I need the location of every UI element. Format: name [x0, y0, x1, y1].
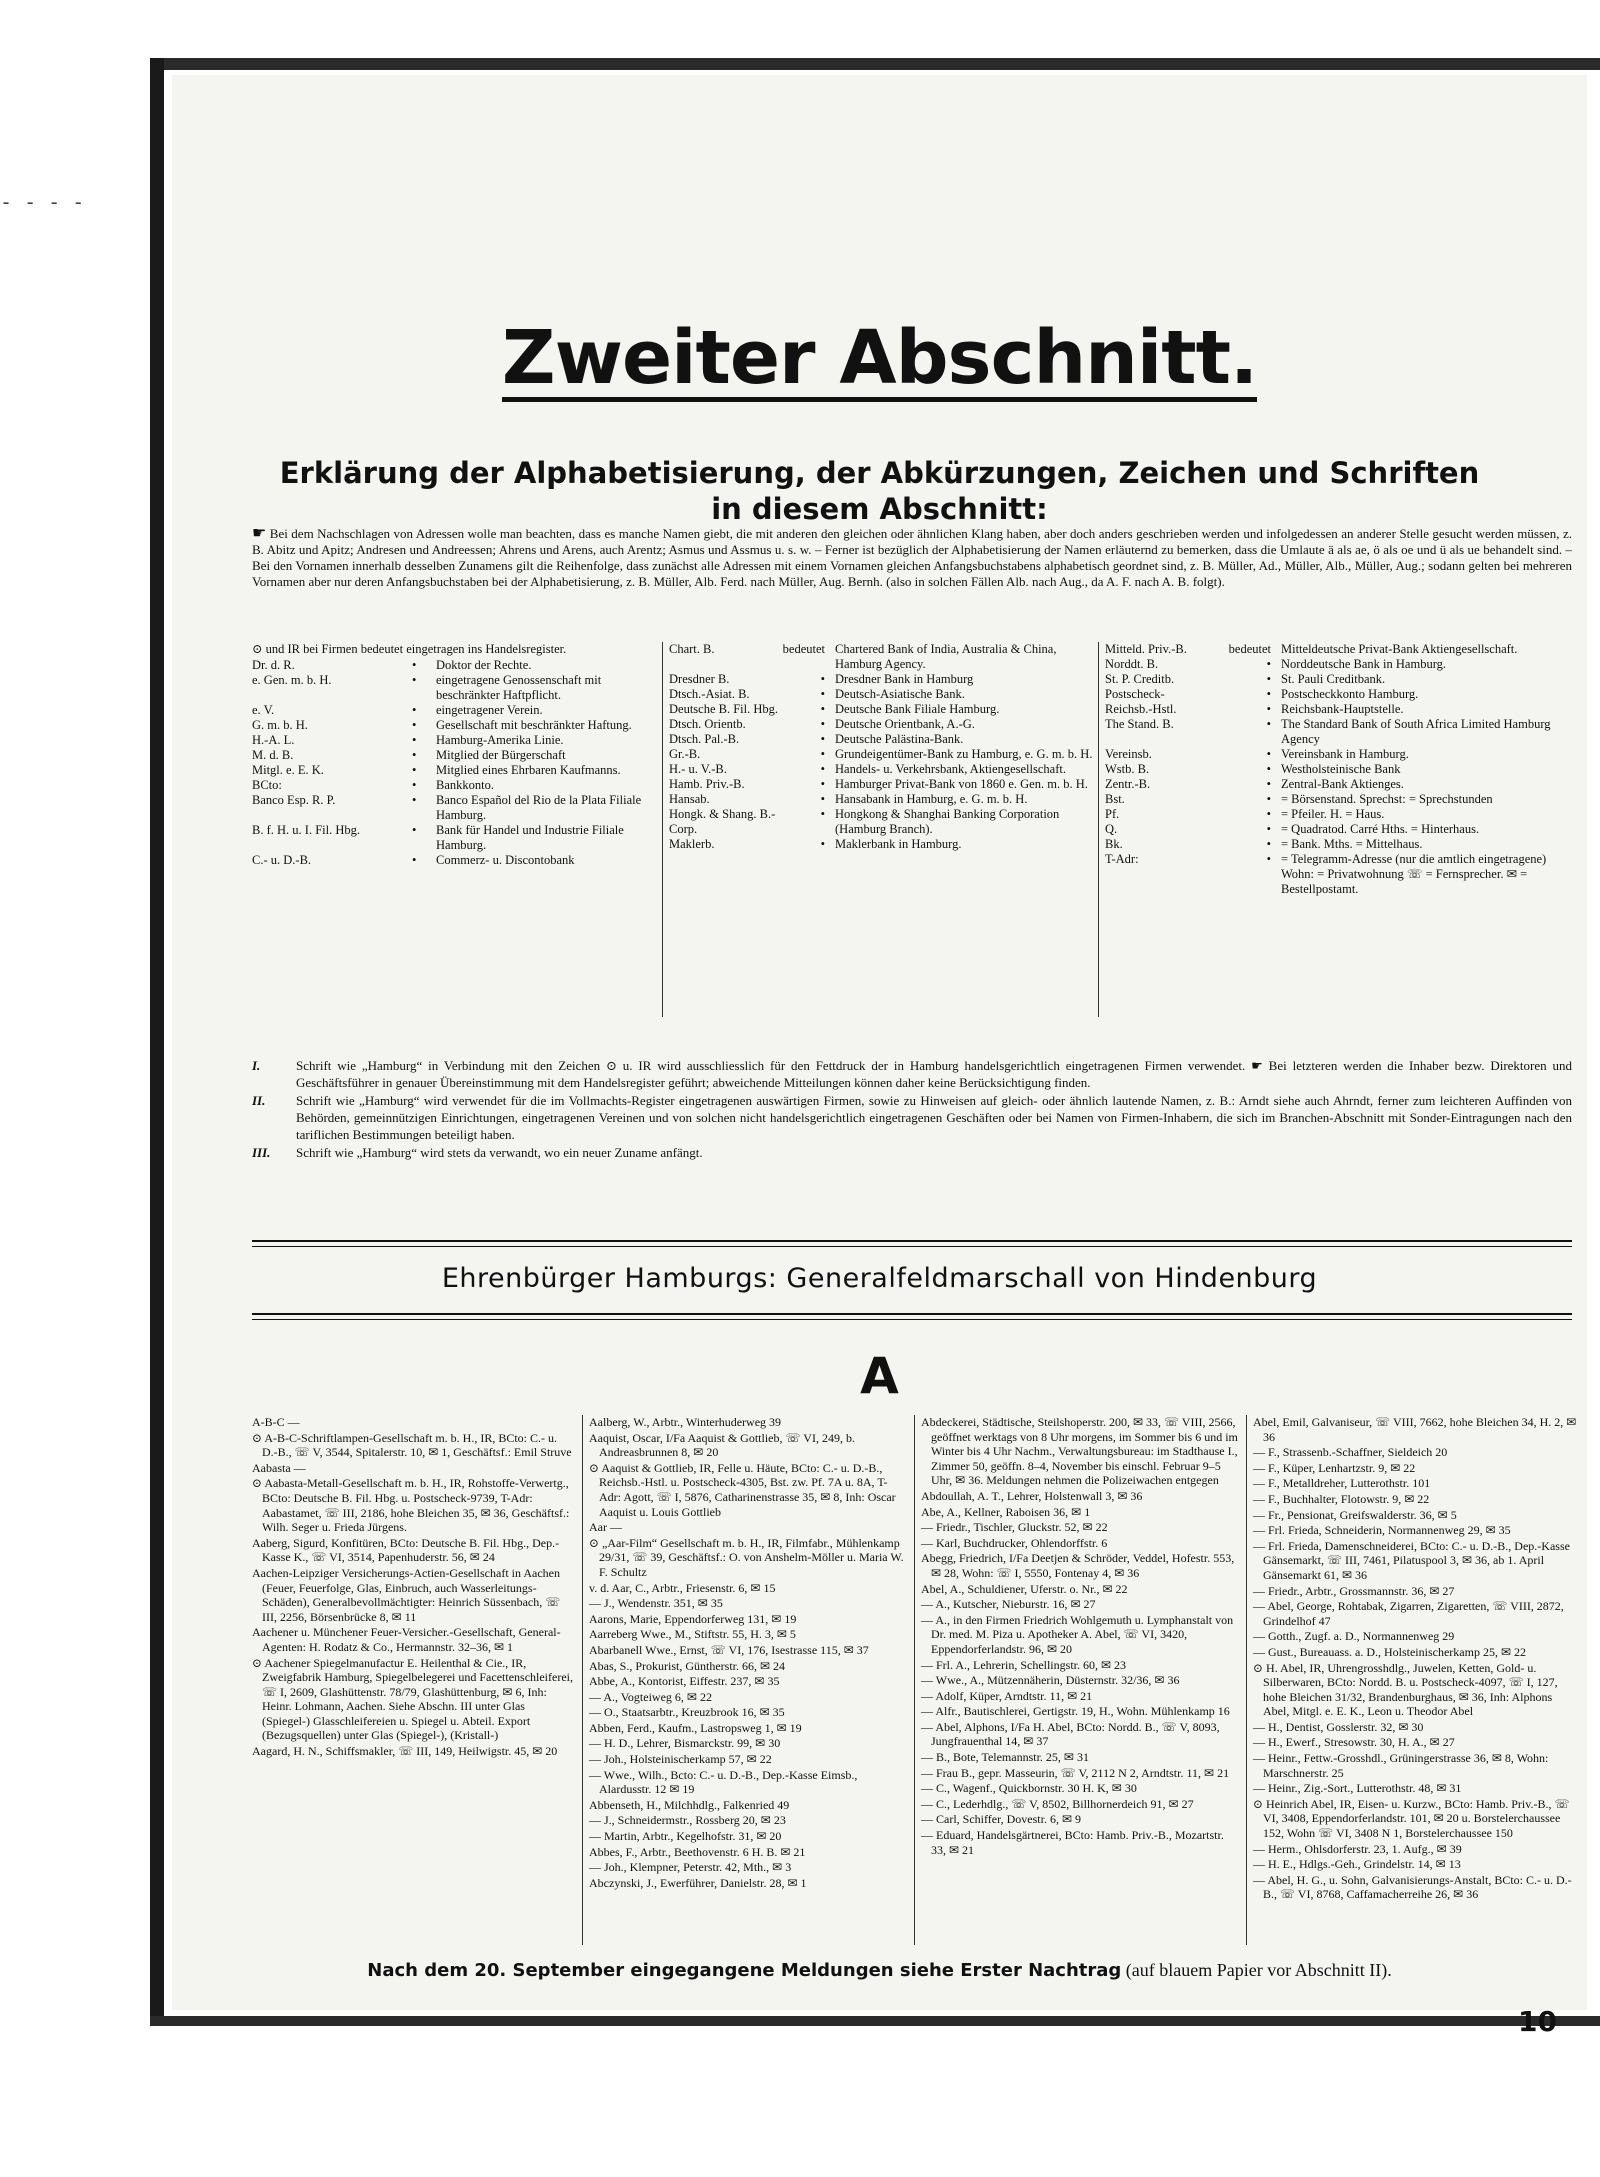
abbreviation-key: Pf. — [1105, 807, 1120, 821]
abbreviation-key: Dresdner B. — [669, 672, 730, 686]
directory-entry: — Frl. A., Lehrerin, Schellingstr. 60, ✉ 23 — [921, 1657, 1127, 1672]
directory-entry: — Abel, H. G., u. Sohn, Galvanisierungs-Anstalt, BCto: C.- u. D.-B., ☏ VI, 8768, Caffamacherreihe 26, ✉ 36 — [1253, 1872, 1572, 1902]
margin-dash-marks: - - - - — [0, 190, 85, 214]
abbreviation-row — [669, 732, 1095, 747]
abbreviation-row — [669, 777, 1095, 792]
abbreviation-row — [1105, 852, 1579, 897]
abbreviation-key: Zentr.-B. — [1105, 777, 1151, 791]
directory-entry: — H., Ewerf., Stresowstr. 30, H. A., ✉ 27 — [1253, 1735, 1455, 1750]
directory-entry: Aaquist, Oscar, I/Fa Aaquist & Gottlieb, ☏ VI, 249, b. Andreasbrunnen 8, ✉ 20 — [589, 1430, 855, 1460]
directory-entry: ⊙ Aabasta-Metall-Gesellschaft m. b. H., IR, Rohstoffe-Verwertg., BCto: Deutsche B. Fil. Hbg. u. Postscheck-9739, T-Adr: Aabastamet, ☏ III, 2186, hohe Bleichen 35, ✉ 36, Geschäftsf.: Wilh. Seger u. Frieda Jürgens. — [252, 1476, 570, 1535]
section-letter: A — [860, 1347, 899, 1405]
directory-entry: Aagard, H. N., Schiffsmakler, ☏ III, 149, Heilwigstr. 45, ✉ 20 — [252, 1744, 558, 1759]
subtitle-line-1: Erklärung der Alphabetisierung, der Abkürzungen, Zeichen und Schriften — [279, 456, 1480, 490]
abbreviation-row — [252, 748, 655, 763]
abbreviation-sep: • — [412, 673, 417, 687]
directory-entry: — Wwe., Wilh., Bcto: C.- u. D.-B., Dep.-Kasse Eimsb., Alardusstr. 12 ✉ 19 — [589, 1767, 858, 1797]
abbreviation-row — [252, 763, 655, 778]
directory-entry: ⊙ Aaquist & Gottlieb, IR, Felle u. Häute, BCto: C.- u. D.-B., Reichsb.-Hstl. u. Postscheck-4305, Bst. zw. Pf. 7A u. 8A, T-Adr: Agott, ☏ I, 5876, Catharinenstrasse 35, ✉ 8, Inh: Oscar Aaquist u. Louis Gottlieb — [589, 1460, 896, 1519]
abbreviation-sep: • — [412, 778, 417, 792]
abbreviation-row — [1105, 837, 1579, 852]
abbreviation-sep: • — [412, 718, 417, 732]
abbreviation-row — [252, 793, 655, 823]
abbreviation-key: B. f. H. u. I. Fil. Hbg. — [252, 823, 360, 837]
abbreviation-value: Deutsche Bank Filiale Hamburg. — [835, 702, 1000, 716]
abbreviation-value: Gesellschaft mit beschränkter Haftung. — [436, 718, 632, 732]
directory-entry: — A., Vogteiweg 6, ✉ 22 — [589, 1689, 712, 1704]
abbreviation-sep: • — [820, 837, 825, 851]
intro-paragraph — [252, 525, 1572, 590]
abbreviation-value: eingetragener Verein. — [436, 703, 543, 717]
scan-bottom-border — [150, 2016, 1600, 2026]
abbreviation-row — [669, 642, 1095, 672]
directory-entry: — F., Strassenb.-Schaffner, Sieldeich 20 — [1253, 1445, 1448, 1460]
abbreviation-sep: • — [412, 763, 417, 777]
abbreviation-row — [1105, 777, 1579, 792]
abbreviations-column-1 — [252, 658, 655, 1017]
abbreviation-sep: • — [1266, 702, 1271, 716]
directory-entry: — Martin, Arbtr., Kegelhofstr. 31, ✉ 20 — [589, 1829, 782, 1844]
directory-entry: — C., Wagenf., Quickbornstr. 30 H. K, ✉ 30 — [921, 1781, 1137, 1796]
directory-entry: Abel, A., Schuldiener, Uferstr. o. Nr., ✉ 22 — [921, 1581, 1128, 1596]
directory-entry: — Alfr., Bautischlerei, Gertigstr. 19, H., Wohn. Mühlenkamp 16 — [921, 1704, 1230, 1719]
rule-text: Schrift wie „Hamburg“ wird stets da verwandt, wo ein neuer Zuname anfängt. — [296, 1145, 703, 1160]
abbreviation-row — [1105, 762, 1579, 777]
abbreviation-value: St. Pauli Creditbank. — [1281, 672, 1386, 686]
directory-entry: — H. D., Lehrer, Bismarckstr. 99, ✉ 30 — [589, 1736, 781, 1751]
abbreviation-key: H.- u. V.-B. — [669, 762, 727, 776]
directory-entry: Aaberg, Sigurd, Konfitüren, BCto: Deutsche B. Fil. Hbg., Dep.-Kasse K., ☏ VI, 3514, Papenhuderstr. 56, ✉ 24 — [252, 1535, 560, 1565]
abbreviation-row — [252, 703, 655, 718]
directory-entry: ⊙ Aachener Spiegelmanufactur E. Heilenthal & Cie., IR, Zweigfabrik Hamburg, Spiegelbelegerei und Facettenschleiferei, ☏ I, 2609, Glashüttenstr. 78/79, Glashüttenburg, ✉ 6, Inh: Heinr. Lohmann, Aachen. Siehe Abschn. III unter Glas (Spiegel-) Glasschleifereien u. Spiegel u. Abteil. Export (Bezugsquellen) unter Glas (Spiegel-), (Kristall-) — [252, 1655, 573, 1743]
footer-normal-text: (auf blauem Papier vor Abschnitt II). — [1125, 1960, 1392, 1980]
abbreviation-key: Deutsche B. Fil. Hbg. — [669, 702, 779, 716]
abbreviation-key: Norddt. B. — [1105, 657, 1159, 671]
page-number: 10 — [1518, 2005, 1557, 2038]
abbreviation-row — [669, 687, 1095, 702]
directory-entry: Abas, S., Prokurist, Güntherstr. 66, ✉ 24 — [589, 1658, 786, 1673]
directory-entry: Aachen-Leipziger Versicherungs-Actien-Gesellschaft in Aachen (Feuer, Feuerfolge, Glas, Einbruch, auch Wasserleitungs-Schäden), Generalbevollmächtigter: Heinrich Süssenbach, ☏ III, 2256, Börsenbrücke 8, ✉ 11 — [252, 1565, 561, 1624]
directory-entry: Aar — — [589, 1520, 622, 1535]
abbreviation-key: Mitteld. Priv.-B. — [1105, 642, 1187, 656]
footer-bold-text: Nach dem 20. September eingegangene Meldungen siehe Erster Nachtrag — [367, 1960, 1122, 1981]
abbreviation-row — [1105, 747, 1579, 762]
rule-text: Schrift wie „Hamburg“ in Verbindung mit den Zeichen ⊙ u. IR wird ausschliesslich für den Fettdruck der in Hamburg handelsgerichtlich eingetragenen Firmen verwendet. ☛ Bei letzteren werden die Inhaber bezw. Direktoren und Geschäftsführer in genauer Übereinstimmung mit dem Handelsregister geführt; abweichende Mitteilungen können daher keine Berücksichtigung finden. — [296, 1058, 1572, 1090]
abbreviation-key: Dtsch. Orientb. — [669, 717, 746, 731]
directory-entry: — Gotth., Zugf. a. D., Normannenweg 29 — [1253, 1629, 1455, 1644]
abbreviation-row — [669, 672, 1095, 687]
directory-entry: Aarreberg Wwe., M., Stiftstr. 55, H. 3, ✉ 5 — [589, 1627, 796, 1642]
abbreviation-sep: • — [1266, 837, 1271, 851]
abbreviation-key: Bst. — [1105, 792, 1125, 806]
abbreviation-value: Commerz- u. Discontobank — [436, 853, 575, 867]
scan-left-border — [150, 58, 164, 2026]
directory-entry: ⊙ H. Abel, IR, Uhrengrosshdlg., Juwelen, Ketten, Gold- u. Silberwaren, BCto: Nordd. B. u. Postscheck-4097, ☏ I, 127, hohe Bleichen 31/32, Brandenburghaus, ✉ 36, Inh: Alphons Abel, Mitgl. e. E. K., Leon u. Theodor Abel — [1253, 1660, 1558, 1719]
directory-entry: — Herm., Ohlsdorferstr. 23, 1. Aufg., ✉ 39 — [1253, 1841, 1462, 1856]
directory-entry: — F., Küper, Lenhartzstr. 9, ✉ 22 — [1253, 1460, 1416, 1475]
abbreviation-value: Grundeigentümer-Bank zu Hamburg, e. G. m. b. H. — [835, 747, 1093, 761]
page-title — [172, 315, 1587, 402]
abbreviation-value: Zentral-Bank Aktienges. — [1281, 777, 1404, 791]
subtitle-line-2: in diesem Abschnitt: — [711, 492, 1048, 526]
directory-entry: Abczynski, J., Ewerführer, Danielstr. 28, ✉ 1 — [589, 1875, 807, 1890]
directory-column-1 — [252, 1415, 574, 1945]
abbreviation-value: Hongkong & Shanghai Banking Corporation (Hamburg Branch). — [835, 807, 1060, 836]
abbreviation-value: Bankkonto. — [436, 778, 494, 792]
abbreviation-sep: • — [1266, 762, 1271, 776]
directory-entry: — F., Metalldreher, Lutterothstr. 101 — [1253, 1476, 1431, 1491]
directory-entry: — Eduard, Handelsgärtnerei, BCto: Hamb. Priv.-B., Mozartstr. 33, ✉ 21 — [921, 1828, 1224, 1857]
abbreviation-value: Mitglied eines Ehrbaren Kaufmanns. — [436, 763, 621, 777]
abbreviation-sep: bedeutet — [1228, 642, 1271, 656]
abbreviation-sep: • — [1266, 852, 1271, 866]
directory-column-3 — [914, 1415, 1241, 1945]
register-note: ⊙ und IR bei Firmen bedeutet eingetragen ins Handelsregister. — [252, 642, 567, 656]
directory-entry: — A., in den Firmen Friedrich Wohlgemuth u. Lymphanstalt von Dr. med. M. Piza u. Apotheker A. Abel, ☏ VI, 3420, Eppendorferlandstr. 96, ✉ 20 — [921, 1612, 1234, 1656]
divider-line-thin — [252, 1319, 1572, 1320]
divider-double — [252, 1240, 1572, 1247]
directory-entry: — Friedr., Tischler, Gluckstr. 52, ✉ 22 — [921, 1520, 1108, 1535]
directory-entry: — Wwe., A., Mützennäherin, Düsternstr. 32/36, ✉ 36 — [921, 1673, 1180, 1688]
abbreviation-key: BCto: — [252, 778, 282, 792]
abbreviation-sep: • — [412, 793, 417, 807]
directory-entry: — F., Buchhalter, Flotowstr. 9, ✉ 22 — [1253, 1491, 1430, 1506]
abbreviation-sep: • — [820, 687, 825, 701]
directory-entry: Abben, Ferd., Kaufm., Lastropsweg 1, ✉ 19 — [589, 1720, 802, 1735]
abbreviation-sep: • — [1266, 807, 1271, 821]
abbreviation-row — [1105, 657, 1579, 672]
directory-entry: — B., Bote, Telemannstr. 25, ✉ 31 — [921, 1750, 1089, 1765]
abbreviation-key: Wstb. B. — [1105, 762, 1150, 776]
abbreviation-value: Chartered Bank of India, Australia & China, Hamburg Agency. — [835, 642, 1057, 671]
abbreviation-row — [252, 823, 655, 853]
directory-entry: — Heinr., Fettw.-Grosshdl., Grüningerstrasse 36, ✉ 8, Wohn: Marschnerstr. 25 — [1253, 1751, 1549, 1780]
directory-entry: Abel, Emil, Galvaniseur, ☏ VIII, 7662, hohe Bleichen 34, H. 2, ✉ 36 — [1253, 1415, 1577, 1444]
typeface-rule — [252, 1057, 1572, 1091]
directory-entry: — H. E., Hdlgs.-Geh., Grindelstr. 14, ✉ 13 — [1253, 1857, 1461, 1872]
typeface-rules — [252, 1057, 1572, 1162]
directory-entry: — J., Schneidermstr., Rossberg 20, ✉ 23 — [589, 1813, 786, 1828]
abbreviation-value: Dresdner Bank in Hamburg — [835, 672, 974, 686]
intro-text: Bei dem Nachschlagen von Adressen wolle man beachten, dass es manche Namen giebt, die mit anderen den gleichen oder ähnlichen Klang haben, aber doch anders geschrieben werden und infolgedessen an anderer Stelle gesucht werden müssen, z. B. Abitz und Apitz; Andresen und Andreessen; Ahrens und Arens, auch Arentz; Asmus und Assmus u. s. w. – Ferner ist bezüglich der Alphabetisierung der Namen erläuternd zu bemerken, dass die Umlaute ä als ae, ö als oe und ü als ue behandelt sind. – Bei den Vornamen innerhalb desselben Zunamens gilt die Reihenfolge, dass zunächst alle Adressen mit einem Vornamen gleichen Anfangsbuchstabens alphabetisch geordnet sind, z. B. Müller, Ad., Müller, Alb., Müller, Aug.; sodann gelten bei mehreren Vornamen aber nur deren Anfangsbuchstaben bei der Alphabetisierung, z. B. Müller, Alb. Ferd. nach Müller, Aug. Bernh. (also in solchen Fällen Alb. nach Aug., da A. F. nach A. B. folgt). — [252, 526, 1573, 589]
abbreviation-sep: • — [412, 733, 417, 747]
directory-entry: — Abel, Alphons, I/Fa H. Abel, BCto: Nordd. B., ☏ V, 8093, Jungfrauenthal 14, ✉ 37 — [921, 1719, 1220, 1749]
abbreviation-value: Hansabank in Hamburg, e. G. m. b. H. — [835, 792, 1028, 806]
directory-entry: — O., Staatsarbtr., Kreuzbrook 16, ✉ 35 — [589, 1705, 785, 1720]
abbreviation-sep: • — [1266, 822, 1271, 836]
directory-listing — [252, 1415, 1577, 1945]
abbreviation-value: Handels- u. Verkehrsbank, Aktiengesellschaft. — [835, 762, 1066, 776]
directory-entry: — Friedr., Arbtr., Grossmannstr. 36, ✉ 27 — [1253, 1583, 1455, 1598]
abbreviation-row — [1105, 717, 1579, 747]
directory-entry: — Joh., Holsteinischerkamp 57, ✉ 22 — [589, 1752, 772, 1767]
section-subtitle — [172, 455, 1587, 527]
footer-note — [172, 1960, 1587, 1981]
abbreviation-sep: • — [412, 853, 417, 867]
directory-entry: ⊙ A-B-C-Schriftlampen-Gesellschaft m. b. H., IR, BCto: C.- u. D.-B., ☏ V, 3544, Spitalerstr. 10, ✉ 1, Geschäftsf.: Emil Struve — [252, 1430, 572, 1460]
abbreviation-key: Q. — [1105, 822, 1118, 836]
abbreviation-value: Deutsche Palästina-Bank. — [835, 732, 964, 746]
abbreviation-row — [669, 747, 1095, 762]
abbreviation-key: Dtsch. Pal.-B. — [669, 732, 740, 746]
directory-entry: Aalberg, W., Arbtr., Winterhuderweg 39 — [589, 1415, 782, 1429]
abbreviation-key: Reichsb.-Hstl. — [1105, 702, 1177, 716]
abbreviation-key: Hamb. Priv.-B. — [669, 777, 745, 791]
typeface-rule — [252, 1144, 1572, 1161]
abbreviation-key: C.- u. D.-B. — [252, 853, 312, 867]
abbreviations-table — [252, 642, 1572, 1017]
abbreviation-key: Mitgl. e. E. K. — [252, 763, 324, 777]
abbreviation-sep: • — [820, 747, 825, 761]
abbreviation-row — [1105, 807, 1579, 822]
directory-column-4 — [1246, 1415, 1579, 1945]
directory-entry: — Karl, Buchdrucker, Ohlendorffstr. 6 — [921, 1535, 1108, 1550]
abbreviation-sep: • — [820, 717, 825, 731]
directory-entry: Aabasta — — [252, 1460, 306, 1475]
abbreviation-key: e. Gen. m. b. H. — [252, 673, 332, 687]
directory-entry: — Joh., Klempner, Peterstr. 42, Mth., ✉ 3 — [589, 1860, 792, 1875]
directory-entry: — Gust., Bureauass. a. D., Holsteinischerkamp 25, ✉ 22 — [1253, 1644, 1527, 1659]
abbreviation-row — [252, 853, 655, 868]
abbreviation-value: Deutsch-Asiatische Bank. — [835, 687, 965, 701]
abbreviation-value: = Quadratod. Carré Hths. = Hinterhaus. — [1281, 822, 1480, 836]
abbreviation-sep: bedeutet — [782, 642, 825, 656]
abbreviation-value: Deutsche Orientbank, A.-G. — [835, 717, 975, 731]
abbreviation-sep: • — [412, 703, 417, 717]
abbreviation-row — [252, 733, 655, 748]
page-title-text: Zweiter Abschnitt. — [501, 315, 1258, 401]
abbreviation-key: Chart. B. — [669, 642, 715, 656]
directory-entry: v. d. Aar, C., Arbtr., Friesenstr. 6, ✉ 15 — [589, 1580, 776, 1595]
abbreviation-value: Westholsteinische Bank — [1281, 762, 1401, 776]
abbreviation-row — [669, 837, 1095, 852]
directory-entry: Abe, A., Kellner, Raboisen 36, ✉ 1 — [921, 1504, 1091, 1519]
abbreviation-row — [1105, 702, 1579, 717]
abbreviation-key: Vereinsb. — [1105, 747, 1152, 761]
abbreviation-row — [1105, 642, 1579, 657]
abbreviation-row — [1105, 687, 1579, 702]
abbreviation-key: The Stand. B. — [1105, 717, 1174, 731]
abbreviation-key: Hongk. & Shang. B.-Corp. — [669, 807, 776, 836]
abbreviation-sep: • — [820, 732, 825, 746]
directory-entry: Abbes, F., Arbtr., Beethovenstr. 6 H. B. ✉ 21 — [589, 1844, 806, 1859]
abbreviation-row — [669, 762, 1095, 777]
directory-entry: ⊙ Heinrich Abel, IR, Eisen- u. Kurzw., BCto: Hamb. Priv.-B., ☏ VI, 3408, Eppendorferlandstr. 101, ✉ 20 u. Borstelerchaussee 152, Wohn ☏ VI, 3408 N 1, Borstelerchaussee 150 — [1253, 1796, 1570, 1841]
directory-entry: — C., Lederhdlg., ☏ V, 8502, Billhornerdeich 91, ✉ 27 — [921, 1796, 1194, 1811]
abbreviation-value: Mitglied der Bürgerschaft — [436, 748, 566, 762]
directory-entry: A-B-C — — [252, 1415, 300, 1429]
abbreviation-value: Mitteldeutsche Privat-Bank Aktiengesellschaft. — [1281, 642, 1518, 656]
abbreviation-row — [669, 807, 1095, 837]
directory-entry: Aachener u. Münchener Feuer-Versicher.-Gesellschaft, General-Agenten: H. Rodatz & Co., Hermannstr. 32–36, ✉ 1 — [252, 1625, 561, 1654]
abbreviation-row — [252, 673, 655, 703]
abbreviation-key: G. m. b. H. — [252, 718, 308, 732]
abbreviation-row — [669, 702, 1095, 717]
honorary-citizen-line: Ehrenbürger Hamburgs: Generalfeldmarschall von Hindenburg — [441, 1263, 1318, 1294]
directory-entry: Aarons, Marie, Eppendorferweg 131, ✉ 19 — [589, 1611, 797, 1626]
directory-entry: — Frau B., gepr. Masseurin, ☏ V, 2112 N 2, Arndtstr. 11, ✉ 21 — [921, 1765, 1230, 1780]
abbreviation-value: Postscheckkonto Hamburg. — [1281, 687, 1419, 701]
directory-column-2 — [582, 1415, 909, 1945]
abbreviation-sep: • — [1266, 747, 1271, 761]
scan-top-border — [150, 58, 1600, 70]
abbreviation-value: = Pfeiler. H. = Haus. — [1281, 807, 1385, 821]
abbreviation-sep: • — [1266, 687, 1271, 701]
abbreviation-sep: • — [820, 702, 825, 716]
abbreviation-row — [669, 717, 1095, 732]
abbreviation-value: Maklerbank in Hamburg. — [835, 837, 962, 851]
abbreviation-key: H.-A. L. — [252, 733, 295, 747]
directory-entry: — Frl. Frieda, Schneiderin, Normannenweg 29, ✉ 35 — [1253, 1523, 1511, 1538]
abbreviation-value: eingetragene Genossenschaft mit beschränkter Haftpflicht. — [436, 673, 602, 702]
abbreviation-row — [252, 658, 655, 673]
typeface-rule — [252, 1092, 1572, 1143]
abbreviation-key: e. V. — [252, 703, 275, 717]
abbreviation-key: Dtsch.-Asiat. B. — [669, 687, 750, 701]
abbreviation-sep: • — [1266, 792, 1271, 806]
directory-entry: Abegg, Friedrich, I/Fa Deetjen & Schröder, Veddel, Hofestr. 553, ✉ 28, Wohn: ☏ I, 5550, Fontenay 4, ✉ 36 — [921, 1551, 1235, 1580]
abbreviation-value: Norddeutsche Bank in Hamburg. — [1281, 657, 1447, 671]
rule-number: II. — [252, 1093, 266, 1108]
abbreviation-key: St. P. Creditb. — [1105, 672, 1175, 686]
abbreviation-sep: • — [820, 672, 825, 686]
abbreviation-value: = Bank. Mths. = Mittelhaus. — [1281, 837, 1423, 851]
abbreviation-value: Bank für Handel und Industrie Filiale Hamburg. — [436, 823, 624, 852]
abbreviation-sep: • — [1266, 672, 1271, 686]
abbreviation-key: Bk. — [1105, 837, 1123, 851]
abbreviation-key: Postscheck- — [1105, 687, 1165, 701]
abbreviation-sep: • — [412, 748, 417, 762]
directory-entry: — Abel, George, Rohtabak, Zigarren, Zigaretten, ☏ VIII, 2872, Grindelhof 47 — [1253, 1599, 1564, 1628]
abbreviations-column-3 — [1098, 642, 1579, 1017]
abbreviation-sep: • — [820, 792, 825, 806]
abbreviations-column-2 — [662, 642, 1095, 1017]
directory-entry: ⊙ „Aar-Film“ Gesellschaft m. b. H., IR, Filmfabr., Mühlenkamp 29/31, ☏ 39, Geschäftsf.: O. von Anshelm-Möller u. Maria W. F. Schultz — [589, 1535, 904, 1579]
directory-entry: — Heinr., Zig.-Sort., Lutterothstr. 48, ✉ 31 — [1253, 1781, 1462, 1796]
abbreviation-sep: • — [412, 823, 417, 837]
abbreviation-row — [252, 778, 655, 793]
abbreviation-key: Dr. d. R. — [252, 658, 295, 672]
abbreviation-value: Hamburger Privat-Bank von 1860 e. Gen. m. b. H. — [835, 777, 1088, 791]
directory-entry: Abbe, A., Kontorist, Eiffestr. 237, ✉ 35 — [589, 1674, 780, 1689]
abbreviation-sep: • — [820, 762, 825, 776]
abbreviation-sep: • — [412, 658, 417, 672]
directory-entry: — Fr., Pensionat, Greifswalderstr. 36, ✉ 5 — [1253, 1507, 1457, 1522]
abbreviation-value: = Börsenstand. Sprechst: = Sprechstunden — [1281, 792, 1493, 806]
directory-entry: — H., Dentist, Gosslerstr. 32, ✉ 30 — [1253, 1719, 1424, 1734]
abbreviation-key: T-Adr: — [1105, 852, 1139, 866]
abbreviation-value: Doktor der Rechte. — [436, 658, 532, 672]
rule-text: Schrift wie „Hamburg“ wird verwendet für die im Vollmachts-Register eingetragenen auswärtigen Firmen, sowie zu Hinweisen auf gleich- oder ähnlich lautende Namen, z. B.: Arndt siehe auch Ahrndt, ferner zum leichteren Auffinden von Behörden, gemeinnützigen Einrichtungen, eingetragenen Vereinen und von solchen nicht handelsgerichtlich eingetragenen Geschäften oder bei Namen von Firmen-Inhabern, die sich im Branchen-Abschnitt mit Sonder-Eintragungen nach den tariflichen Bestimmungen beteiligt haben. — [296, 1093, 1572, 1142]
abbreviation-row — [1105, 822, 1579, 837]
abbreviation-row — [1105, 672, 1579, 687]
divider-line — [252, 1313, 1572, 1315]
directory-entry: Abdoullah, A. T., Lehrer, Holstenwall 3, ✉ 36 — [921, 1488, 1143, 1503]
abbreviation-value: = Telegramm-Adresse (nur die amtlich eingetragene) Wohn: = Privatwohnung ☏ = Fernsprecher. ✉ = Bestellpostamt. — [1281, 852, 1547, 896]
directory-entry: Abdeckerei, Städtische, Steilshoperstr. 200, ✉ 33, ☏ VIII, 2566, geöffnet werktags von 8 Uhr morgens, im Sommer bis 6 und im Winter bis 4 Uhr Nachm., Verwaltungsbureau: im Stadthause I., Zimmer 50, geöffn. 8–4, November bis einschl. Februar 9–5 Uhr, ✉ 36. Meldungen nehmen die Polizeiwachen entgegen — [921, 1415, 1238, 1488]
pointing-hand-icon: ☛ — [252, 523, 267, 542]
directory-entry: Abbenseth, H., Milchhdlg., Falkenried 49 — [589, 1797, 790, 1812]
abbreviation-value: Vereinsbank in Hamburg. — [1281, 747, 1409, 761]
directory-entry: — Frl. Frieda, Damenschneiderei, BCto: C.- u. D.-B., Dep.-Kasse Gänsemarkt, ☏ III, 7461, Pilatuspool 3, ✉ 36, ab 1. April Gänsemarkt 61, ✉ 36 — [1253, 1538, 1570, 1582]
abbreviation-key: Maklerb. — [669, 837, 715, 851]
directory-entry: — J., Wendenstr. 351, ✉ 35 — [589, 1596, 723, 1611]
abbreviation-key: Banco Esp. R. P. — [252, 793, 336, 807]
abbreviation-sep: • — [1266, 657, 1271, 671]
directory-entry: — Adolf, Küper, Arndtstr. 11, ✉ 21 — [921, 1688, 1093, 1703]
document-page — [172, 75, 1587, 2038]
abbreviation-sep: • — [1266, 717, 1271, 731]
abbreviation-value: The Standard Bank of South Africa Limited Hamburg Agency — [1281, 717, 1551, 746]
abbreviation-key: Hansab. — [669, 792, 710, 806]
rule-number: I. — [252, 1058, 261, 1073]
abbreviation-sep: • — [820, 777, 825, 791]
abbreviation-value: Banco Español del Rio de la Plata Filiale Hamburg. — [436, 793, 642, 822]
abbreviation-row — [669, 792, 1095, 807]
abbreviation-sep: • — [1266, 777, 1271, 791]
abbreviation-key: M. d. B. — [252, 748, 294, 762]
directory-entry: Abarbanell Wwe., Ernst, ☏ VI, 176, Isestrasse 115, ✉ 37 — [589, 1642, 869, 1657]
rule-number: III. — [252, 1145, 271, 1160]
abbreviation-key: Gr.-B. — [669, 747, 701, 761]
abbreviation-value: Hamburg-Amerika Linie. — [436, 733, 564, 747]
abbreviation-sep: • — [820, 807, 825, 821]
directory-entry: — Carl, Schiffer, Dovestr. 6, ✉ 9 — [921, 1812, 1081, 1827]
abbreviation-row — [1105, 792, 1579, 807]
abbreviation-row — [252, 718, 655, 733]
abbreviation-value: Reichsbank-Hauptstelle. — [1281, 702, 1404, 716]
directory-entry: — A., Kutscher, Nieburstr. 16, ✉ 27 — [921, 1597, 1096, 1612]
